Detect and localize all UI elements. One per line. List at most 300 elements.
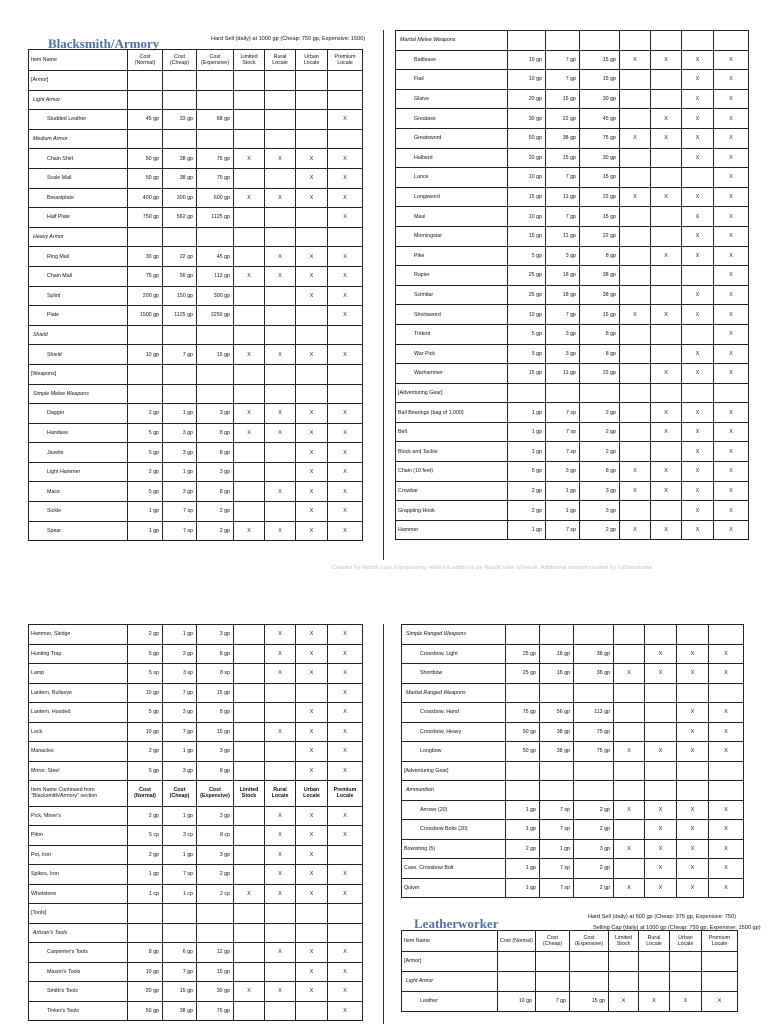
availability-cell: X xyxy=(265,149,296,169)
cost-cell: 2 gp xyxy=(197,865,234,885)
availability-cell: X xyxy=(677,801,709,821)
availability-cell: X xyxy=(645,859,677,879)
availability-cell: X xyxy=(614,664,645,684)
availability-cell xyxy=(614,645,645,665)
availability-cell: X xyxy=(639,992,670,1012)
item-name-cell: Battleaxe xyxy=(396,51,508,71)
cost-cell xyxy=(163,365,197,385)
availability-cell xyxy=(651,286,682,306)
cost-cell: 2250 gp xyxy=(197,306,234,326)
availability-cell: X xyxy=(296,424,328,444)
cost-cell: 400 gp xyxy=(128,189,163,209)
availability-cell: X xyxy=(682,345,714,365)
cost-cell: 8 gp xyxy=(580,345,620,365)
availability-cell: X xyxy=(328,502,363,522)
cost-cell: 30 gp xyxy=(580,149,620,169)
cost-cell xyxy=(506,684,540,704)
cost-cell: 3 gp xyxy=(197,742,234,762)
availability-cell xyxy=(677,625,709,645)
item-name-cell: Scimitar xyxy=(396,286,508,306)
availability-cell: X xyxy=(296,846,328,866)
cost-cell xyxy=(580,31,620,51)
availability-cell xyxy=(328,924,363,944)
subcategory-cell: Light Armor xyxy=(402,972,498,992)
availability-cell: X xyxy=(265,345,296,365)
cost-cell: 22 gp xyxy=(580,188,620,208)
availability-cell: X xyxy=(709,801,744,821)
availability-cell xyxy=(234,443,265,463)
availability-cell xyxy=(296,326,328,346)
subcategory-cell: Ammunition xyxy=(402,781,506,801)
cost-cell xyxy=(574,625,614,645)
availability-cell xyxy=(620,345,651,365)
availability-cell: X xyxy=(620,462,651,482)
cost-cell: 75 gp xyxy=(574,723,614,743)
availability-cell xyxy=(645,703,677,723)
availability-cell xyxy=(682,266,714,286)
category-cell: [Tools] xyxy=(29,904,128,924)
availability-cell: X xyxy=(265,247,296,267)
availability-cell xyxy=(234,71,265,91)
subcategory-cell: Heavy Armor xyxy=(29,228,128,248)
availability-cell: X xyxy=(296,189,328,209)
cost-cell: 15 gp xyxy=(508,227,546,247)
cost-cell: 25 gp xyxy=(508,266,546,286)
availability-cell xyxy=(614,625,645,645)
availability-cell: X xyxy=(651,51,682,71)
availability-cell: X xyxy=(328,865,363,885)
cost-cell xyxy=(574,684,614,704)
availability-cell: X xyxy=(328,424,363,444)
availability-cell xyxy=(620,31,651,51)
availability-cell: X xyxy=(265,846,296,866)
cost-cell: 1 gp xyxy=(506,820,540,840)
availability-cell xyxy=(265,130,296,150)
availability-cell: X xyxy=(677,703,709,723)
availability-cell xyxy=(234,482,265,502)
item-name-cell: Glaive xyxy=(396,90,508,110)
availability-cell xyxy=(620,286,651,306)
cost-cell: 45 gp xyxy=(197,247,234,267)
availability-cell: X xyxy=(328,885,363,905)
leatherworker-selling-cap: Selling Cap (daily) at 1000 gp (Cheap: 750 gp, Expensive: 1500 gp) xyxy=(593,925,761,930)
column-header: Cost (Expensive) xyxy=(197,781,234,807)
column-header: Urban Locale xyxy=(670,931,702,952)
cost-cell xyxy=(197,365,234,385)
cost-cell: 20 gp xyxy=(508,149,546,169)
availability-cell xyxy=(296,385,328,405)
cost-cell: 1 gp xyxy=(506,879,540,899)
subcategory-cell: Shield xyxy=(29,326,128,346)
cost-cell: 8 gp xyxy=(580,325,620,345)
availability-cell xyxy=(620,227,651,247)
availability-cell xyxy=(620,403,651,423)
availability-cell: X xyxy=(614,801,645,821)
availability-cell xyxy=(651,266,682,286)
availability-cell xyxy=(620,90,651,110)
availability-cell: X xyxy=(682,501,714,521)
availability-cell xyxy=(651,168,682,188)
cost-cell: 38 gp xyxy=(163,169,197,189)
cost-cell: 5 cp xyxy=(128,826,163,846)
cost-cell: 11 gp xyxy=(546,364,580,384)
cost-cell: 1 gp xyxy=(163,742,197,762)
availability-cell xyxy=(651,207,682,227)
availability-cell: X xyxy=(328,110,363,130)
cost-cell: 25 gp xyxy=(506,645,540,665)
availability-cell xyxy=(651,442,682,462)
availability-cell xyxy=(265,169,296,189)
availability-cell: X xyxy=(328,404,363,424)
cost-cell: 38 gp xyxy=(163,149,197,169)
cost-cell: 7 sp xyxy=(546,442,580,462)
availability-cell: X xyxy=(609,992,639,1012)
availability-cell xyxy=(265,463,296,483)
availability-cell: X xyxy=(714,345,749,365)
availability-cell: X xyxy=(620,129,651,149)
availability-cell: X xyxy=(651,482,682,502)
availability-cell: X xyxy=(620,51,651,71)
item-name-cell: Mace xyxy=(29,482,128,502)
availability-cell xyxy=(614,723,645,743)
cost-cell: 5 gp xyxy=(128,703,163,723)
item-name-cell: Lock xyxy=(29,723,128,743)
cost-cell: 150 gp xyxy=(163,287,197,307)
availability-cell: X xyxy=(645,645,677,665)
cost-cell: 50 gp xyxy=(508,129,546,149)
column-header: Urban Locale xyxy=(296,781,328,807)
item-name-cell: Greatsword xyxy=(396,129,508,149)
availability-cell xyxy=(620,501,651,521)
cost-cell xyxy=(128,228,163,248)
cost-cell: 2 gp xyxy=(128,404,163,424)
column-header: Premium Locale xyxy=(328,781,363,807)
item-name-cell: Ball Bearings (bag of 1,000) xyxy=(396,403,508,423)
cost-cell: 3 gp xyxy=(580,482,620,502)
availability-cell: X xyxy=(296,522,328,542)
cost-cell: 15 gp xyxy=(508,188,546,208)
cost-cell: 8 gp xyxy=(197,482,234,502)
cost-cell xyxy=(163,385,197,405)
cost-cell: 2 cp xyxy=(197,885,234,905)
cost-cell xyxy=(163,130,197,150)
availability-cell: X xyxy=(328,762,363,782)
item-name-cell: Light Hammer xyxy=(29,463,128,483)
cost-cell: 68 gp xyxy=(197,110,234,130)
availability-cell: X xyxy=(651,188,682,208)
cost-cell: 2 gp xyxy=(128,846,163,866)
column-header: Urban Locale xyxy=(296,50,328,71)
item-name-cell: Half Plate xyxy=(29,208,128,228)
availability-cell xyxy=(265,71,296,91)
availability-cell: X xyxy=(682,305,714,325)
cost-cell: 2 gp xyxy=(574,820,614,840)
category-cell: [Armor] xyxy=(29,71,128,91)
availability-cell xyxy=(709,625,744,645)
category-cell: [Weapons] xyxy=(29,365,128,385)
item-name-cell: Manacles xyxy=(29,742,128,762)
cost-cell: 7 gp xyxy=(546,168,580,188)
availability-cell xyxy=(296,306,328,326)
availability-cell: X xyxy=(328,645,363,665)
cost-cell xyxy=(570,972,609,992)
item-name-cell: Hunting Trap xyxy=(29,645,128,665)
cost-cell: 6 gp xyxy=(163,943,197,963)
cost-cell: 3 sp xyxy=(163,664,197,684)
cost-cell xyxy=(128,71,163,91)
cost-cell: 1 gp xyxy=(163,625,197,645)
cost-cell: 750 gp xyxy=(128,208,163,228)
cost-cell: 8 gp xyxy=(128,943,163,963)
availability-cell xyxy=(670,952,702,972)
cost-cell: 20 gp xyxy=(508,90,546,110)
item-name-cell: Hammer xyxy=(396,521,508,541)
availability-cell: X xyxy=(328,625,363,645)
availability-cell: X xyxy=(682,364,714,384)
column-header: Limited Stock xyxy=(609,931,639,952)
availability-cell: X xyxy=(296,345,328,365)
availability-cell: X xyxy=(709,664,744,684)
availability-cell xyxy=(234,502,265,522)
availability-cell: X xyxy=(682,482,714,502)
availability-cell: X xyxy=(234,424,265,444)
availability-cell xyxy=(651,31,682,51)
availability-cell: X xyxy=(296,169,328,189)
item-name-cell: Dagger xyxy=(29,404,128,424)
item-name-cell: Pike xyxy=(396,247,508,267)
availability-cell: X xyxy=(296,943,328,963)
availability-cell: X xyxy=(265,189,296,209)
availability-cell: X xyxy=(296,645,328,665)
availability-cell: X xyxy=(328,345,363,365)
category-cell: [Adventuring Gear] xyxy=(402,762,506,782)
cost-cell: 7 gp xyxy=(536,992,570,1012)
availability-cell: X xyxy=(296,762,328,782)
item-name-cell: Chain (10 feet) xyxy=(396,462,508,482)
item-name-cell: Breastplate xyxy=(29,189,128,209)
cost-cell: 30 gp xyxy=(128,247,163,267)
availability-cell xyxy=(609,972,639,992)
cost-cell: 3 gp xyxy=(580,501,620,521)
column-header: Cost (Expensive) xyxy=(197,50,234,71)
availability-cell xyxy=(328,904,363,924)
item-name-cell: Chain Shirt xyxy=(29,149,128,169)
column-header: Item Name xyxy=(402,931,498,952)
cost-cell: 5 gp xyxy=(508,462,546,482)
cost-cell: 75 gp xyxy=(128,267,163,287)
availability-cell: X xyxy=(714,305,749,325)
cost-cell: 18 gp xyxy=(546,286,580,306)
availability-cell: X xyxy=(714,168,749,188)
cost-cell: 15 gp xyxy=(570,992,609,1012)
column-header: Cost (Cheap) xyxy=(536,931,570,952)
cost-cell: 10 gp xyxy=(508,70,546,90)
availability-cell: X xyxy=(714,325,749,345)
cost-cell: 3 gp xyxy=(163,762,197,782)
availability-cell xyxy=(328,846,363,866)
cost-cell: 7 gp xyxy=(546,70,580,90)
availability-cell xyxy=(296,91,328,111)
availability-cell xyxy=(234,306,265,326)
availability-cell: X xyxy=(714,207,749,227)
cost-cell: 5 sp xyxy=(128,664,163,684)
item-name-cell: Longsword xyxy=(396,188,508,208)
availability-cell: X xyxy=(234,189,265,209)
cost-cell: 45 gp xyxy=(128,110,163,130)
item-name-cell: Case, Crossbow Bolt xyxy=(402,859,506,879)
availability-cell xyxy=(234,645,265,665)
availability-cell xyxy=(296,228,328,248)
item-name-cell: Tinker's Tools xyxy=(29,1002,128,1022)
availability-cell xyxy=(234,463,265,483)
cost-cell: 3 gp xyxy=(163,443,197,463)
availability-cell: X xyxy=(265,404,296,424)
cost-cell xyxy=(498,972,536,992)
cost-cell: 38 gp xyxy=(580,286,620,306)
availability-cell: X xyxy=(265,522,296,542)
cost-cell: 3 gp xyxy=(163,424,197,444)
cost-cell: 15 gp xyxy=(580,70,620,90)
availability-cell xyxy=(614,820,645,840)
availability-cell: X xyxy=(682,442,714,462)
column-header: Limited Stock xyxy=(234,781,265,807)
cost-cell xyxy=(163,326,197,346)
availability-cell xyxy=(234,762,265,782)
availability-cell xyxy=(265,306,296,326)
availability-cell: X xyxy=(296,463,328,483)
availability-cell: X xyxy=(645,840,677,860)
availability-cell: X xyxy=(714,70,749,90)
item-name-cell: Scale Mail xyxy=(29,169,128,189)
cost-cell: 7 sp xyxy=(546,423,580,443)
cost-cell: 2 gp xyxy=(128,807,163,827)
cost-cell xyxy=(128,91,163,111)
subcategory-cell: Light Armor xyxy=(29,91,128,111)
cost-cell: 8 gp xyxy=(197,762,234,782)
blacksmith-continued-table xyxy=(28,624,363,1021)
leatherworker-title: Leatherworker xyxy=(414,916,499,931)
item-name-cell: Javelin xyxy=(29,443,128,463)
cost-cell: 1 cp xyxy=(128,885,163,905)
availability-cell xyxy=(234,826,265,846)
availability-cell xyxy=(328,326,363,346)
cost-cell: 50 gp xyxy=(506,723,540,743)
availability-cell xyxy=(265,365,296,385)
availability-cell: X xyxy=(651,423,682,443)
cost-cell: 1500 gp xyxy=(128,306,163,326)
item-name-cell: Shortsword xyxy=(396,305,508,325)
cost-cell: 113 gp xyxy=(574,703,614,723)
availability-cell xyxy=(620,442,651,462)
availability-cell xyxy=(682,168,714,188)
column-header: Item Name xyxy=(29,50,128,71)
cost-cell: 5 gp xyxy=(128,424,163,444)
cost-cell: 5 gp xyxy=(508,325,546,345)
cost-cell: 25 gp xyxy=(508,286,546,306)
cost-cell: 20 gp xyxy=(128,982,163,1002)
item-name-cell: Crossbow, Light xyxy=(402,645,506,665)
availability-cell: X xyxy=(328,742,363,762)
availability-cell: X xyxy=(265,625,296,645)
availability-cell: X xyxy=(714,51,749,71)
availability-cell: X xyxy=(296,982,328,1002)
cost-cell: 8 gp xyxy=(197,703,234,723)
availability-cell xyxy=(296,110,328,130)
availability-cell xyxy=(645,781,677,801)
item-name-cell: Crossbow Bolts (20) xyxy=(402,820,506,840)
cost-cell: 8 gp xyxy=(580,462,620,482)
availability-cell: X xyxy=(677,840,709,860)
availability-cell: X xyxy=(265,482,296,502)
availability-cell: X xyxy=(296,664,328,684)
availability-cell: X xyxy=(265,982,296,1002)
cost-cell: 300 gp xyxy=(163,189,197,209)
cost-cell: 10 gp xyxy=(128,963,163,983)
availability-cell: X xyxy=(328,463,363,483)
cost-cell: 15 gp xyxy=(546,149,580,169)
item-name-cell: Carpenter's Tools xyxy=(29,943,128,963)
cost-cell: 5 gp xyxy=(128,645,163,665)
availability-cell: X xyxy=(328,703,363,723)
availability-cell xyxy=(234,228,265,248)
cost-cell: 75 gp xyxy=(197,169,234,189)
cost-cell xyxy=(128,130,163,150)
availability-cell: X xyxy=(265,664,296,684)
availability-cell: X xyxy=(328,208,363,228)
item-name-cell: Maul xyxy=(396,207,508,227)
availability-cell xyxy=(265,228,296,248)
availability-cell xyxy=(234,110,265,130)
cost-cell: 1 gp xyxy=(163,846,197,866)
item-name-cell: Bell xyxy=(396,423,508,443)
cost-cell: 8 gp xyxy=(197,424,234,444)
cost-cell: 45 gp xyxy=(580,109,620,129)
availability-cell xyxy=(620,70,651,90)
cost-cell: 22 gp xyxy=(163,247,197,267)
cost-cell: 3 gp xyxy=(197,625,234,645)
column-header: Cost (Normal) xyxy=(128,781,163,807)
cost-cell: 30 gp xyxy=(508,109,546,129)
availability-cell: X xyxy=(296,404,328,424)
availability-cell: X xyxy=(296,807,328,827)
availability-cell xyxy=(645,723,677,743)
cost-cell xyxy=(163,91,197,111)
item-name-cell: Whetstone xyxy=(29,885,128,905)
availability-cell: X xyxy=(296,443,328,463)
availability-cell: X xyxy=(677,820,709,840)
availability-cell: X xyxy=(328,306,363,326)
item-name-cell: Warhammer xyxy=(396,364,508,384)
availability-cell xyxy=(234,924,265,944)
item-name-cell: Piton xyxy=(29,826,128,846)
availability-cell: X xyxy=(265,424,296,444)
item-name-cell: Smith's Tools xyxy=(29,982,128,1002)
availability-cell: X xyxy=(714,188,749,208)
availability-cell xyxy=(677,684,709,704)
cost-cell xyxy=(197,91,234,111)
availability-cell xyxy=(328,71,363,91)
cost-cell: 3 gp xyxy=(197,846,234,866)
availability-cell xyxy=(234,365,265,385)
cost-cell: 18 gp xyxy=(546,266,580,286)
cost-cell: 7 sp xyxy=(540,879,574,899)
availability-cell: X xyxy=(682,149,714,169)
item-name-cell: Sickle xyxy=(29,502,128,522)
cost-cell: 1 gp xyxy=(546,482,580,502)
availability-cell: X xyxy=(296,865,328,885)
availability-cell: X xyxy=(328,482,363,502)
availability-cell: X xyxy=(265,865,296,885)
